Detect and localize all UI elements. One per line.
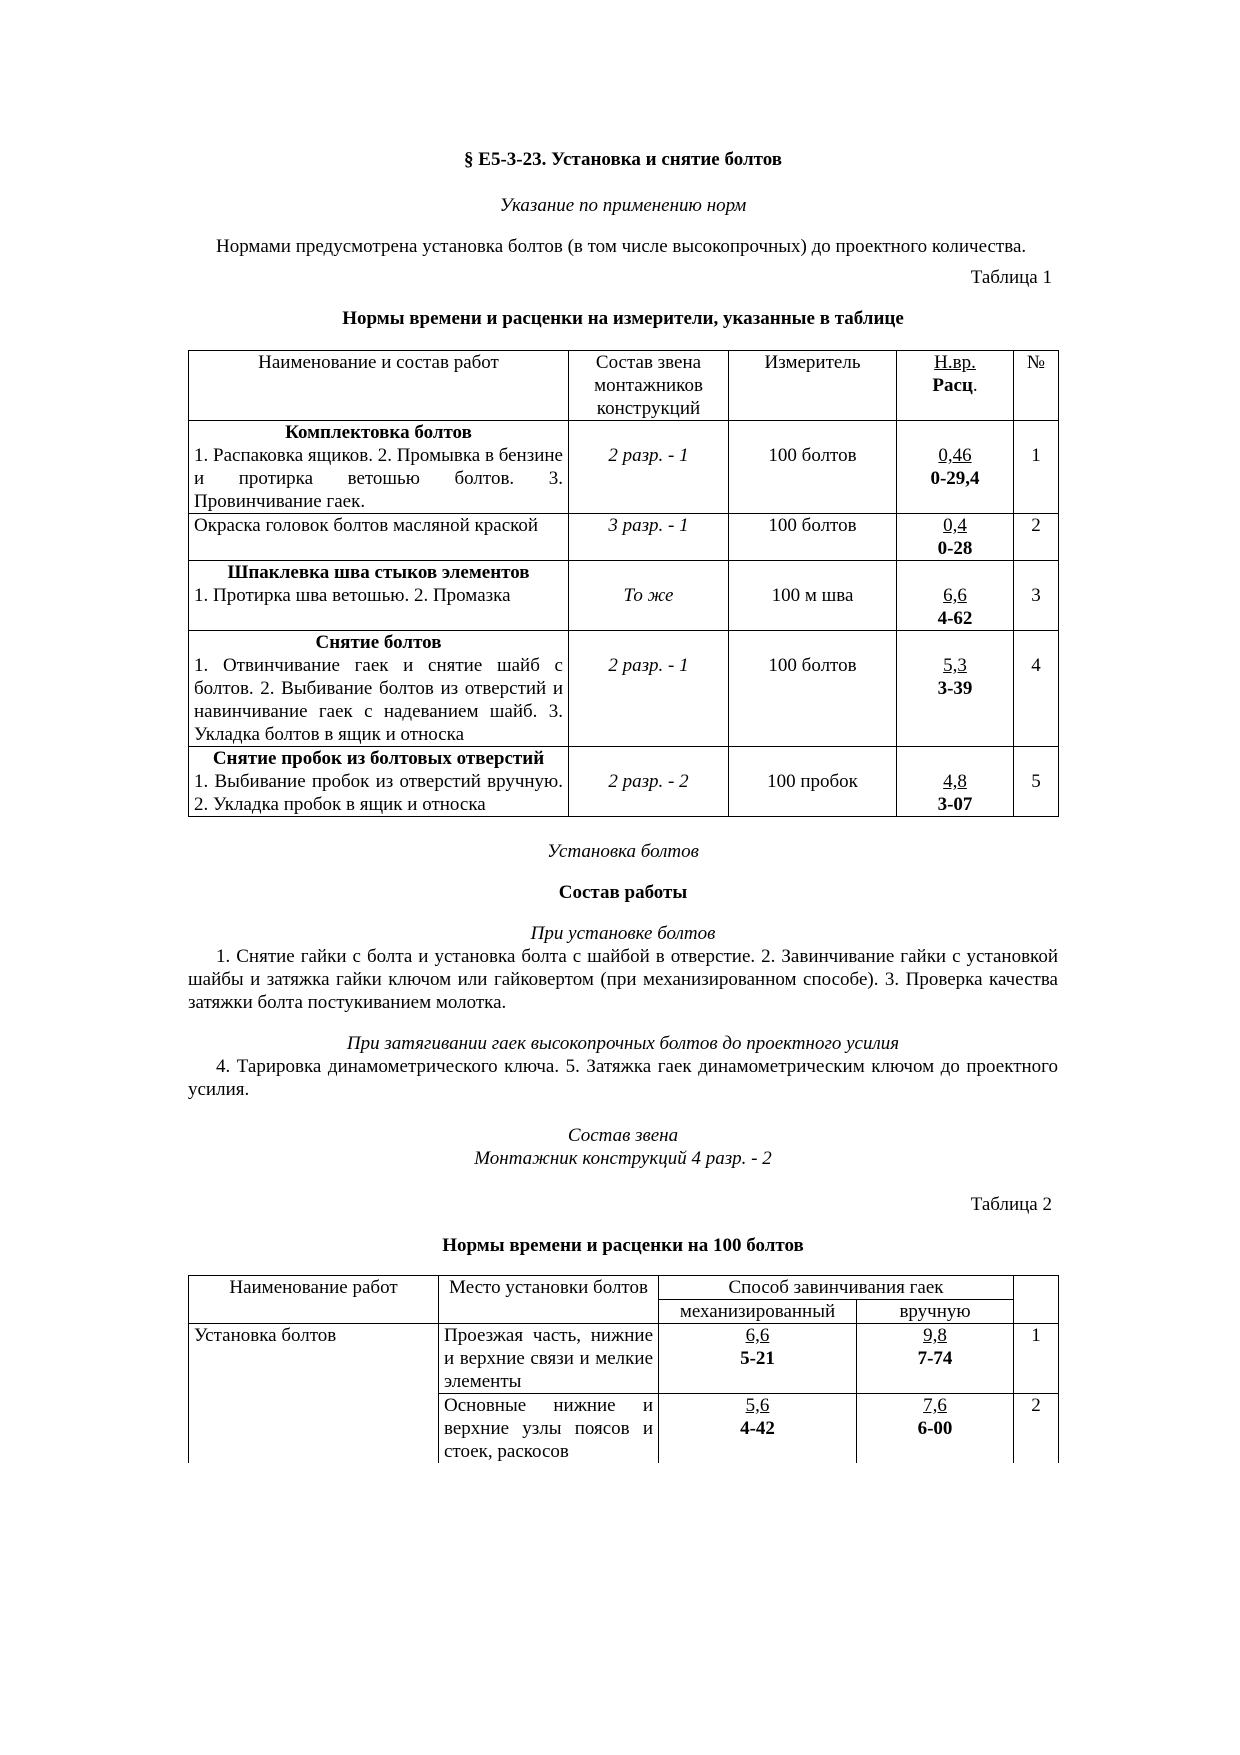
header-norm: Н.вр. Расц. [897, 351, 1014, 421]
row-mech-price: 5-21 [740, 1348, 775, 1369]
row-norm-value: 6,6 [943, 585, 967, 606]
header-crew: Состав звена монтажников конструкций [569, 351, 729, 421]
row-price-value: 0-28 [937, 538, 973, 559]
row-price-value: 3-39 [937, 678, 973, 699]
subheading-install: При установке болтов [530, 923, 716, 944]
table2-caption: Нормы времени и расценки на 100 болтов [442, 1235, 804, 1256]
row-num: 4 [1014, 631, 1059, 747]
header-num-empty [1014, 1276, 1059, 1324]
row-heading: Снятие болтов [315, 632, 442, 653]
row-price-value: 4-62 [937, 608, 973, 629]
header-manual: вручную [857, 1300, 1014, 1324]
instructions-text: Нормами предусмотрена установка болтов (в том числе высокопрочных) до проектного количества. [216, 236, 1027, 257]
row-num: 1 [1014, 1324, 1059, 1394]
table1 [188, 350, 1059, 817]
subheading-tighten: При затягивании гаек высокопрочных болтов до проектного усилия [346, 1033, 900, 1054]
crew-title: Состав звена [567, 1125, 679, 1146]
table-row [189, 747, 1059, 817]
row-manual [857, 1324, 1014, 1394]
row-crew: 3 разр. - 1 [569, 514, 729, 561]
row-name [189, 631, 569, 747]
table-row [189, 514, 1059, 561]
row-crew: 2 разр. - 1 [569, 421, 729, 514]
row-norm-value: 5,3 [943, 655, 967, 676]
row-unit: 100 болтов [729, 631, 897, 747]
row-norm-value: 0,4 [943, 515, 967, 536]
row-mech-price: 4-42 [740, 1418, 775, 1439]
row-manual [857, 1394, 1014, 1464]
instructions-heading: Указание по применению норм [499, 195, 747, 216]
row-name [189, 421, 569, 514]
row-text: 1. Распаковка ящиков. 2. Промывка в бензине и протирка ветошью болтов. 3. Провинчивание гаек. [194, 445, 563, 512]
row-heading: Снятие пробок из болтовых отверстий [212, 748, 545, 769]
row-norm-value: 4,8 [943, 771, 967, 792]
header-place: Место установки болтов [439, 1276, 659, 1324]
row-norm [897, 514, 1014, 561]
row-text: 1. Выбивание пробок из отверстий вручную. 2. Укладка пробок в ящик и относка [194, 771, 563, 815]
header-method: Способ завинчивания гаек [659, 1276, 1014, 1300]
row-num: 5 [1014, 747, 1059, 817]
header-norm-bottom: Расц [932, 375, 973, 396]
row-num: 1 [1014, 421, 1059, 514]
row-unit: 100 болтов [729, 514, 897, 561]
row-manual-price: 7-74 [917, 1348, 953, 1369]
row-unit: 100 м шва [729, 561, 897, 631]
row-mech-norm: 6,6 [745, 1325, 770, 1346]
row-name: Установка болтов [189, 1324, 439, 1464]
header-num: № [1014, 351, 1059, 421]
table1-header-row [189, 351, 1059, 421]
table2-header-row [189, 1276, 1059, 1300]
row-manual-norm: 9,8 [923, 1325, 947, 1346]
work-title: Состав работы [558, 882, 688, 903]
row-name [189, 514, 569, 561]
row-crew: То же [569, 561, 729, 631]
table2-label: Таблица 2 [970, 1194, 1052, 1215]
tighten-text: 4. Тарировка динамометрического ключа. 5. Затяжка гаек динамометрическим ключом до проектного усилия. [188, 1056, 1058, 1100]
header-mech: механизированный [659, 1300, 857, 1324]
table2 [188, 1275, 1059, 1463]
row-num: 3 [1014, 561, 1059, 631]
row-heading: Комплектовка болтов [285, 422, 472, 443]
row-text: Окраска головок болтов масляной краской [194, 515, 539, 536]
document-page [188, 148, 1058, 1463]
row-text: 1. Отвинчивание гаек и снятие шайб с болтов. 2. Выбивание болтов из отверстий и навинчивание гаек с надеванием шайб. 3. Укладка болтов в ящик и относка [194, 655, 563, 745]
crew-text: Монтажник конструкций 4 разр. - 2 [474, 1148, 772, 1169]
row-price-value: 0-29,4 [930, 468, 980, 489]
table-row [189, 561, 1059, 631]
header-norm-top: Н.вр. [934, 352, 976, 373]
row-price-value: 3-07 [937, 794, 973, 815]
row-norm [897, 421, 1014, 514]
row-norm [897, 631, 1014, 747]
section-title: § Е5-3-23. Установка и снятие болтов [464, 149, 782, 170]
header-name: Наименование и состав работ [189, 351, 569, 421]
table1-caption: Нормы времени и расценки на измерители, указанные в таблице [342, 308, 904, 329]
table-row [189, 1324, 1059, 1394]
row-norm-value: 0,46 [938, 445, 972, 466]
row-unit: 100 болтов [729, 421, 897, 514]
header-name: Наименование работ [189, 1276, 439, 1324]
row-mech [659, 1394, 857, 1464]
table-row [189, 631, 1059, 747]
install-heading: Установка болтов [547, 841, 699, 862]
row-name [189, 747, 569, 817]
row-place: Основные нижние и верхние узлы поясов и стоек, раскосов [439, 1394, 659, 1464]
table-row [189, 421, 1059, 514]
row-heading: Шпаклевка шва стыков элементов [227, 562, 530, 583]
row-crew: 2 разр. - 2 [569, 747, 729, 817]
row-norm [897, 561, 1014, 631]
row-manual-norm: 7,6 [923, 1395, 947, 1416]
row-mech-norm: 5,6 [745, 1395, 770, 1416]
row-text: 1. Протирка шва ветошью. 2. Промазка [194, 585, 511, 606]
row-num: 2 [1014, 1394, 1059, 1464]
table1-label: Таблица 1 [970, 267, 1052, 288]
header-unit: Измеритель [729, 351, 897, 421]
row-unit: 100 пробок [729, 747, 897, 817]
row-manual-price: 6-00 [917, 1418, 953, 1439]
install-text: 1. Снятие гайки с болта и установка болта с шайбой в отверстие. 2. Завинчивание гайки с установкой шайбы и затяжка гайки ключом или гайковертом (при механизированном способе). 3. Проверка качества затяжки болта постукиванием молотка. [188, 946, 1058, 1013]
row-name [189, 561, 569, 631]
row-place: Проезжая часть, нижние и верхние связи и мелкие элементы [439, 1324, 659, 1394]
row-mech [659, 1324, 857, 1394]
row-crew: 2 разр. - 1 [569, 631, 729, 747]
row-num: 2 [1014, 514, 1059, 561]
row-norm [897, 747, 1014, 817]
